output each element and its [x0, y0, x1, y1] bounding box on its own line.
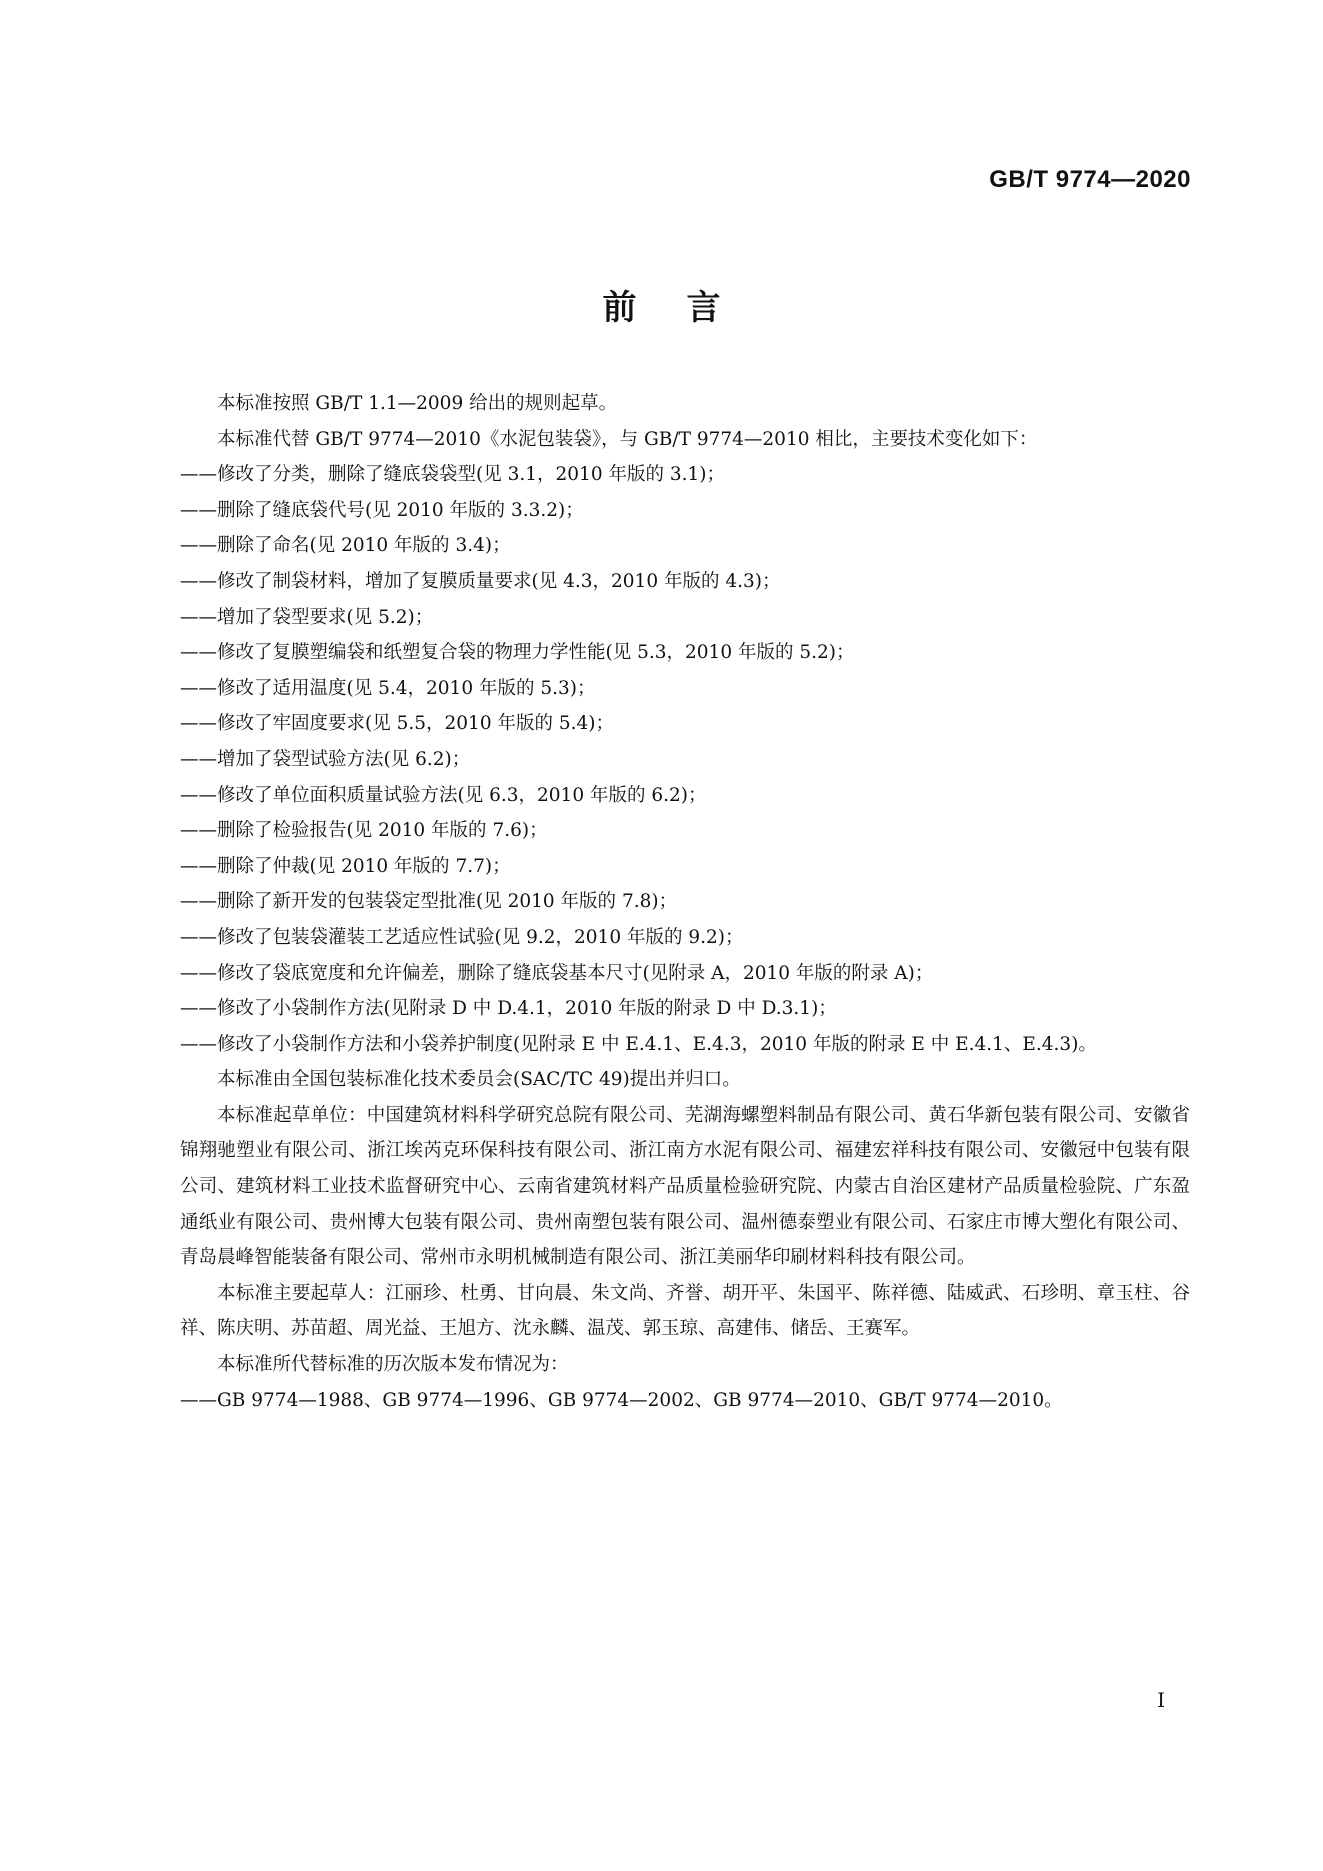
paragraph-drafters: 本标准主要起草人：江丽珍、杜勇、甘向晨、朱文尚、齐誉、胡开平、朱国平、陈祥德、陆威武、石珍明、章玉柱、谷祥、陈庆明、苏苗超、周光益、王旭方、沈永麟、温茂、郭玉琼、高建伟、储岳、王赛军。 — [180, 1282, 1190, 1340]
document-code: GB/T 9774—2020 — [989, 166, 1191, 193]
list-item: ——增加了袋型试验方法(见 6.2)； — [180, 748, 471, 770]
list-item: ——修改了适用温度(见 5.4，2010 年版的 5.3)； — [180, 677, 596, 699]
list-item: ——修改了袋底宽度和允许偏差，删除了缝底袋基本尺寸(见附录 A，2010 年版的附录 A)； — [180, 962, 934, 984]
list-item: ——增加了袋型要求(见 5.2)； — [180, 606, 434, 628]
page-number: I — [1157, 1688, 1165, 1712]
list-item: ——GB 9774—1988、GB 9774—1996、GB 9774—2002、GB 9774—2010、GB/T 9774—2010。 — [180, 1389, 1063, 1411]
list-item: ——删除了新开发的包装袋定型批准(见 2010 年版的 7.8)； — [180, 891, 678, 913]
paragraph-drafting-units: 本标准起草单位：中国建筑材料科学研究总院有限公司、芜湖海螺塑料制品有限公司、黄石华新包装有限公司、安徽省锦翔驰塑业有限公司、浙江埃芮克环保科技有限公司、浙江南方水泥有限公司、福建宏祥科技有限公司、安徽冠中包装有限公司、建筑材料工业技术监督研究中心、云南省建筑材料产品质量检验研究院、内蒙古自治区建材产品质量检验院、广东盈通纸业有限公司、贵州博大包装有限公司、贵州南塑包装有限公司、温州德泰塑业有限公司、石家庄市博大塑化有限公司、青岛晨峰智能装备有限公司、常州市永明机械制造有限公司、浙江美丽华印刷材料科技有限公司。 — [180, 1104, 1190, 1269]
list-item: ——修改了小袋制作方法(见附录 D 中 D.4.1，2010 年版的附录 D 中 D.3.1)； — [180, 998, 837, 1020]
list-item: ——修改了包装袋灌装工艺适应性试验(见 9.2，2010 年版的 9.2)； — [180, 926, 744, 948]
foreword-body — [180, 386, 1190, 1418]
paragraph-replacement: 本标准代替 GB/T 9774—2010《水泥包装袋》，与 GB/T 9774—2010 相比，主要技术变化如下： — [217, 428, 1038, 450]
list-item: ——删除了命名(见 2010 年版的 3.4)； — [180, 535, 511, 557]
list-item: ——删除了检验报告(见 2010 年版的 7.6)； — [180, 820, 548, 842]
list-item: ——修改了复膜塑编袋和纸塑复合袋的物理力学性能(见 5.3，2010 年版的 5.2)； — [180, 642, 855, 664]
list-item: ——修改了小袋制作方法和小袋养护制度(见附录 E 中 E.4.1、E.4.3，2010 年版的附录 E 中 E.4.1、E.4.3)。 — [180, 1033, 1097, 1055]
list-item: ——删除了仲裁(见 2010 年版的 7.7)； — [180, 855, 511, 877]
paragraph-history: 本标准所代替标准的历次版本发布情况为： — [217, 1354, 569, 1376]
list-item: ——修改了分类，删除了缝底袋袋型(见 3.1，2010 年版的 3.1)； — [180, 464, 726, 486]
history-list — [180, 1383, 1190, 1419]
page-title: 前言 — [602, 288, 771, 328]
list-item: ——修改了制袋材料，增加了复膜质量要求(见 4.3，2010 年版的 4.3)； — [180, 570, 781, 592]
paragraph-proposed-by: 本标准由全国包装标准化技术委员会(SAC/TC 49)提出并归口。 — [217, 1069, 741, 1091]
paragraph-drafting-rules: 本标准按照 GB/T 1.1—2009 给出的规则起草。 — [217, 393, 618, 414]
list-item: ——删除了缝底袋代号(见 2010 年版的 3.3.2)； — [180, 499, 584, 521]
list-item: ——修改了单位面积质量试验方法(见 6.3，2010 年版的 6.2)； — [180, 784, 707, 806]
list-item: ——修改了牢固度要求(见 5.5，2010 年版的 5.4)； — [180, 713, 615, 735]
technical-changes-list — [180, 457, 1190, 1062]
